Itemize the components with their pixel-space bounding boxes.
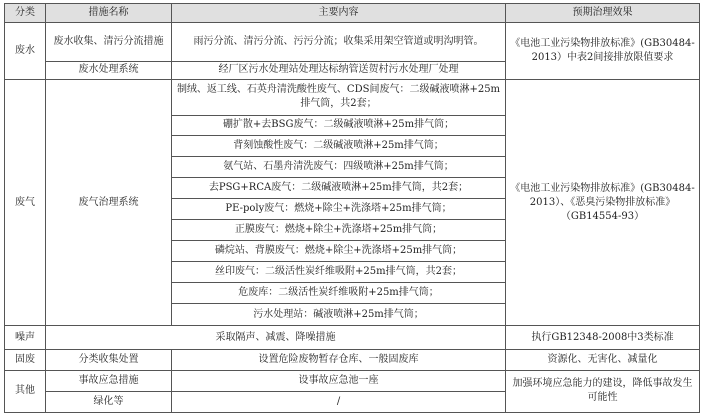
table-row (5, 326, 700, 349)
solid-waste-effect: 资源化、无害化、减量化 (506, 349, 700, 370)
exhaust-item: 硼扩散+去BSG废气：二级碱液喷淋+25m排气筒； (172, 115, 506, 135)
exhaust-item: 制绒、返工线、石英舟清洗酸性废气、CDS间废气：二级碱液喷淋+25m排气筒，共2套； (172, 79, 506, 115)
table-row (5, 79, 700, 115)
exhaust-item: 正膜废气：燃烧+除尘+洗涤塔+25m排气筒； (172, 220, 506, 241)
wastewater-content-1: 雨污分流、清污分流、污污分流；收集采用架空管道或明沟明管。 (172, 22, 506, 61)
exhaust-item: 丝印废气：二级活性炭纤维吸附+25m排气筒，共2套； (172, 262, 506, 283)
category-noise: 噪声 (5, 326, 46, 349)
category-solid-waste: 固废 (5, 349, 46, 370)
noise-effect: 执行GB12348-2008中3类标准 (506, 326, 700, 349)
wastewater-measure-2: 废水处理系统 (46, 61, 172, 79)
header-measure-name: 措施名称 (46, 4, 172, 23)
exhaust-measure: 废气治理系统 (46, 79, 172, 326)
measures-table (4, 3, 700, 413)
category-wastewater: 废水 (5, 22, 46, 79)
category-exhaust: 废气 (5, 79, 46, 326)
header-category: 分类 (5, 4, 46, 23)
wastewater-effect: 《电池工业污染物排放标准》(GB30484-2013）中表2间接排放限值要求 (506, 22, 700, 79)
exhaust-item: 去PSG+RCA废气：二级碱液喷淋+25m排气筒，共2套； (172, 177, 506, 198)
other-measure-2: 绿化等 (46, 391, 172, 412)
header-expected-effect: 预期治理效果 (506, 4, 700, 23)
table-row (5, 349, 700, 370)
exhaust-item: 背刻蚀酸性废气：二级碱液喷淋+25m排气筒； (172, 135, 506, 156)
solid-waste-content: 设置危险废物暂存仓库、一般固废库 (172, 349, 506, 370)
solid-waste-measure: 分类收集处置 (46, 349, 172, 370)
wastewater-measure-1: 废水收集、清污分流措施 (46, 22, 172, 61)
header-main-content: 主要内容 (172, 4, 506, 23)
other-content-2: / (172, 391, 506, 412)
other-effect: 加强环境应急能力的建设，降低事故发生可能性 (506, 370, 700, 412)
wastewater-content-2: 经厂区污水处理站处理达标纳管送贺村污水处理厂处理 (172, 61, 506, 79)
other-content-1: 设事故应急池一座 (172, 370, 506, 391)
category-other: 其他 (5, 370, 46, 412)
header-row (5, 4, 700, 23)
exhaust-item: 污水处理站：碱液喷淋+25m排气筒； (172, 304, 506, 326)
table-row (5, 370, 700, 391)
exhaust-item: 氨气站、石墨舟清洗废气：四级喷淋+25m排气筒； (172, 156, 506, 177)
table-row (5, 22, 700, 61)
other-measure-1: 事故应急措施 (46, 370, 172, 391)
exhaust-item: 磷烷站、背膜废气：燃烧+除尘+洗涤塔+25m排气筒； (172, 241, 506, 262)
noise-content: 采取隔声、减震、降噪措施 (46, 326, 506, 349)
exhaust-item: 危废库：二级活性炭纤维吸附+25m排气筒； (172, 283, 506, 304)
exhaust-effect: 《电池工业污染物排放标准》(GB30484-2013）、《恶臭污染物排放标准》（GB14554-93） (506, 79, 700, 326)
exhaust-item: PE-poly废气：燃烧+除尘+洗涤塔+25m排气筒； (172, 198, 506, 219)
